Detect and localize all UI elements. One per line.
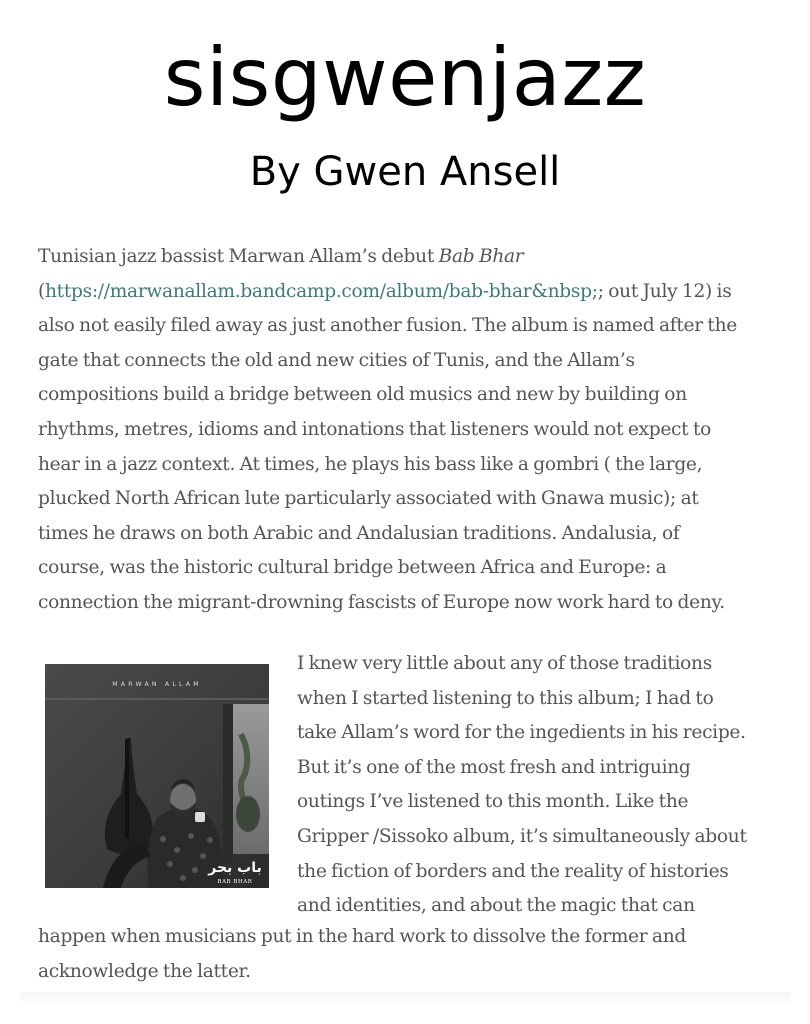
album-title-italic: Bab Bhar: [438, 246, 524, 267]
release-date-text: out July 12) is: [603, 280, 732, 302]
paragraph-1-intro-text: Tunisian jazz bassist Marwan Allam’s debut: [38, 246, 439, 267]
paragraph-line: when I started listening to this album; I had to: [297, 687, 714, 709]
paragraph-line: hear in a jazz context. At times, he plays his bass like a gombri ( the large,: [38, 453, 703, 475]
paragraph-line: happen when musicians put in the hard work to dissolve the former and: [38, 926, 686, 947]
paragraph-line: outings I’ve listened to this month. Like the: [297, 791, 689, 813]
site-subtitle: By Gwen Ansell: [249, 149, 561, 195]
paragraph-line: the fiction of borders and the reality of histories: [297, 860, 729, 882]
paragraph-line: and identities, and about the magic that can: [297, 895, 695, 917]
paragraph-line: I knew very little about any of those traditions: [297, 653, 712, 674]
album-latin-title: BAB BHAR: [217, 879, 253, 885]
paragraph-1-line-1: [38, 240, 778, 275]
paragraph-line: Gripper /Sissoko album, it’s simultaneously about: [297, 825, 747, 847]
paragraph-line: course, was the historic cultural bridge between Africa and Europe: a: [38, 557, 667, 579]
paragraph-line: gate that connects the old and new cities of Tunis, and the Allam’s: [38, 349, 635, 371]
open-paren: (: [38, 280, 45, 302]
album-cover-art: [45, 664, 269, 888]
paragraph-line: compositions build a bridge between old musics and new by building on: [38, 384, 687, 406]
paragraph-line: acknowledge the latter.: [38, 960, 251, 982]
album-cover-image[interactable]: [45, 664, 269, 888]
bandcamp-link[interactable]: https://marwanallam.bandcamp.com/album/bab-bhar&nbsp;: [44, 280, 598, 302]
article-paragraph-2-continued: [38, 920, 778, 989]
paragraph-line: times he draws on both Arabic and Andalusian traditions. Andalusia, of: [38, 522, 680, 544]
semicolon: ;: [597, 280, 604, 302]
paragraph-line: connection the migrant-drowning fascists of Europe now work hard to deny.: [38, 591, 725, 613]
paragraph-line: take Allam’s word for the ingedients in his recipe.: [297, 722, 746, 744]
paragraph-line: rhythms, metres, idioms and intonations that listeners would not expect to: [38, 418, 712, 440]
footer-divider: [20, 992, 790, 1006]
paragraph-line: But it’s one of the most fresh and intriguing: [297, 756, 691, 778]
article-paragraph-1: [38, 240, 778, 621]
paragraph-line: also not easily filed away as just another fusion. The album is named after the: [38, 315, 737, 337]
article-paragraph-2: [297, 647, 777, 924]
site-title[interactable]: sisgwenjazz: [163, 31, 647, 124]
album-artist-text: MARWAN ALLAM: [112, 681, 202, 688]
album-arabic-title: باب بحر: [208, 860, 262, 876]
paragraph-1-line-2: [38, 275, 778, 310]
paragraph-line: plucked North African lute particularly associated with Gnawa music); at: [38, 488, 699, 510]
